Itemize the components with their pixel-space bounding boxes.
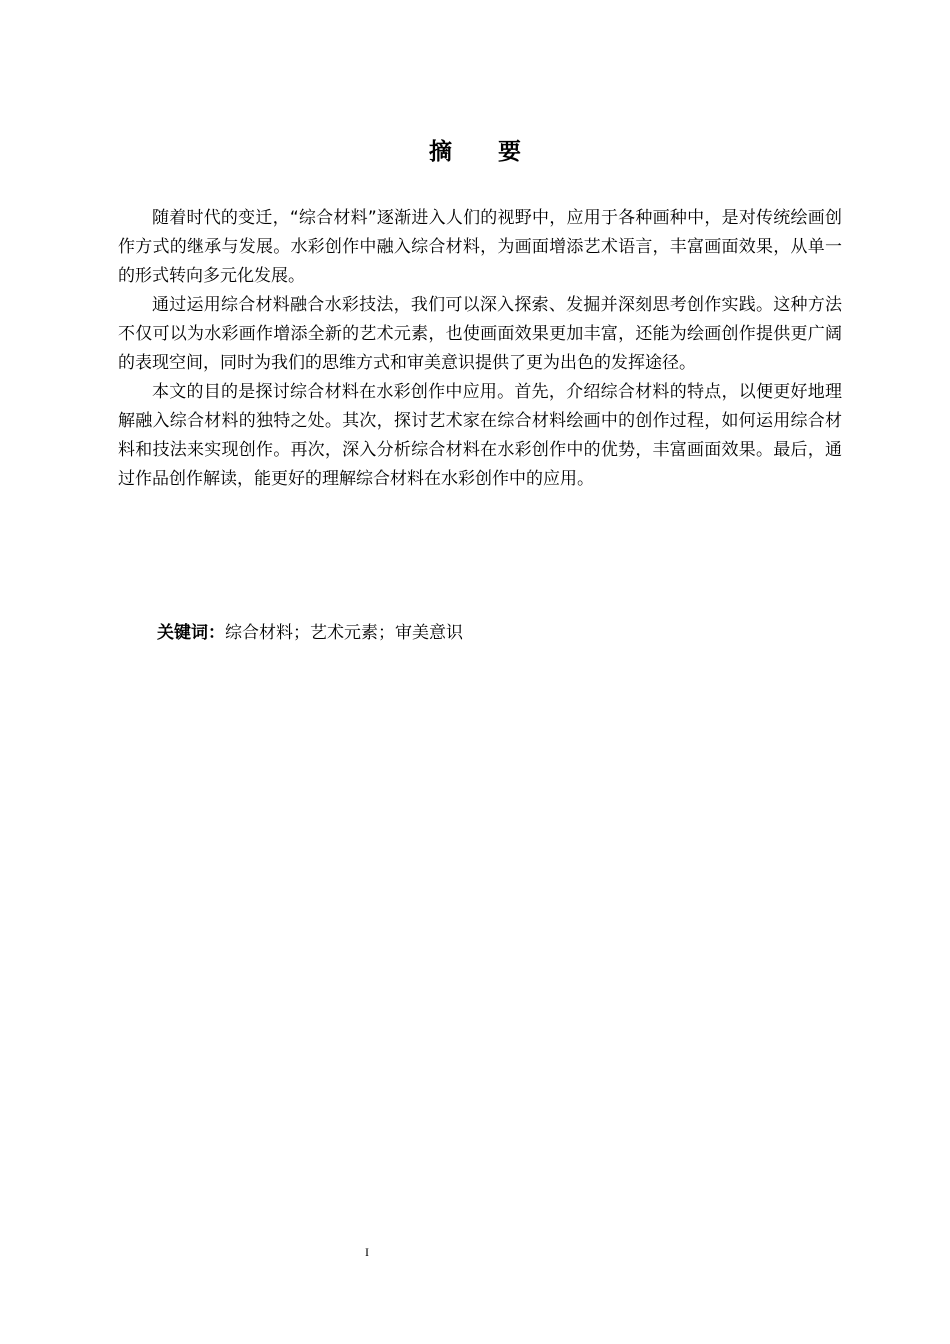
title-char-2: 要 [498, 139, 521, 165]
keywords-label: 关键词： [157, 623, 225, 643]
page-number: I [365, 1245, 369, 1259]
abstract-paragraph-1: 随着时代的变迁，“综合材料”逐渐进入人们的视野中，应用于各种画种中，是对传统绘画创作方式的继承与发展。水彩创作中融入综合材料，为画面增添艺术语言，丰富画面效果，从单一的形式转向多元化发展。 [118, 208, 842, 286]
keywords-line [157, 619, 463, 648]
abstract-paragraph-3: 本文的目的是探讨综合材料在水彩创作中应用。首先，介绍综合材料的特点，以便更好地理解融入综合材料的独特之处。其次，探讨艺术家在综合材料绘画中的创作过程，如何运用综合材料和技法来实现创作。再次，深入分析综合材料在水彩创作中的优势，丰富画面效果。最后，通过作品创作解读，能更好的理解综合材料在水彩创作中的应用。 [118, 382, 842, 489]
abstract-body [118, 204, 842, 494]
title-char-1: 摘 [429, 139, 452, 165]
abstract-paragraph-2: 通过运用综合材料融合水彩技法，我们可以深入探索、发掘并深刻思考创作实践。这种方法不仅可以为水彩画作增添全新的艺术元素，也使画面效果更加丰富，还能为绘画创作提供更广阔的表现空间，同时为我们的思维方式和审美意识提供了更为出色的发挥途径。 [118, 295, 842, 373]
keywords-value: 综合材料；艺术元素；审美意识 [225, 623, 463, 643]
abstract-title [0, 136, 950, 168]
